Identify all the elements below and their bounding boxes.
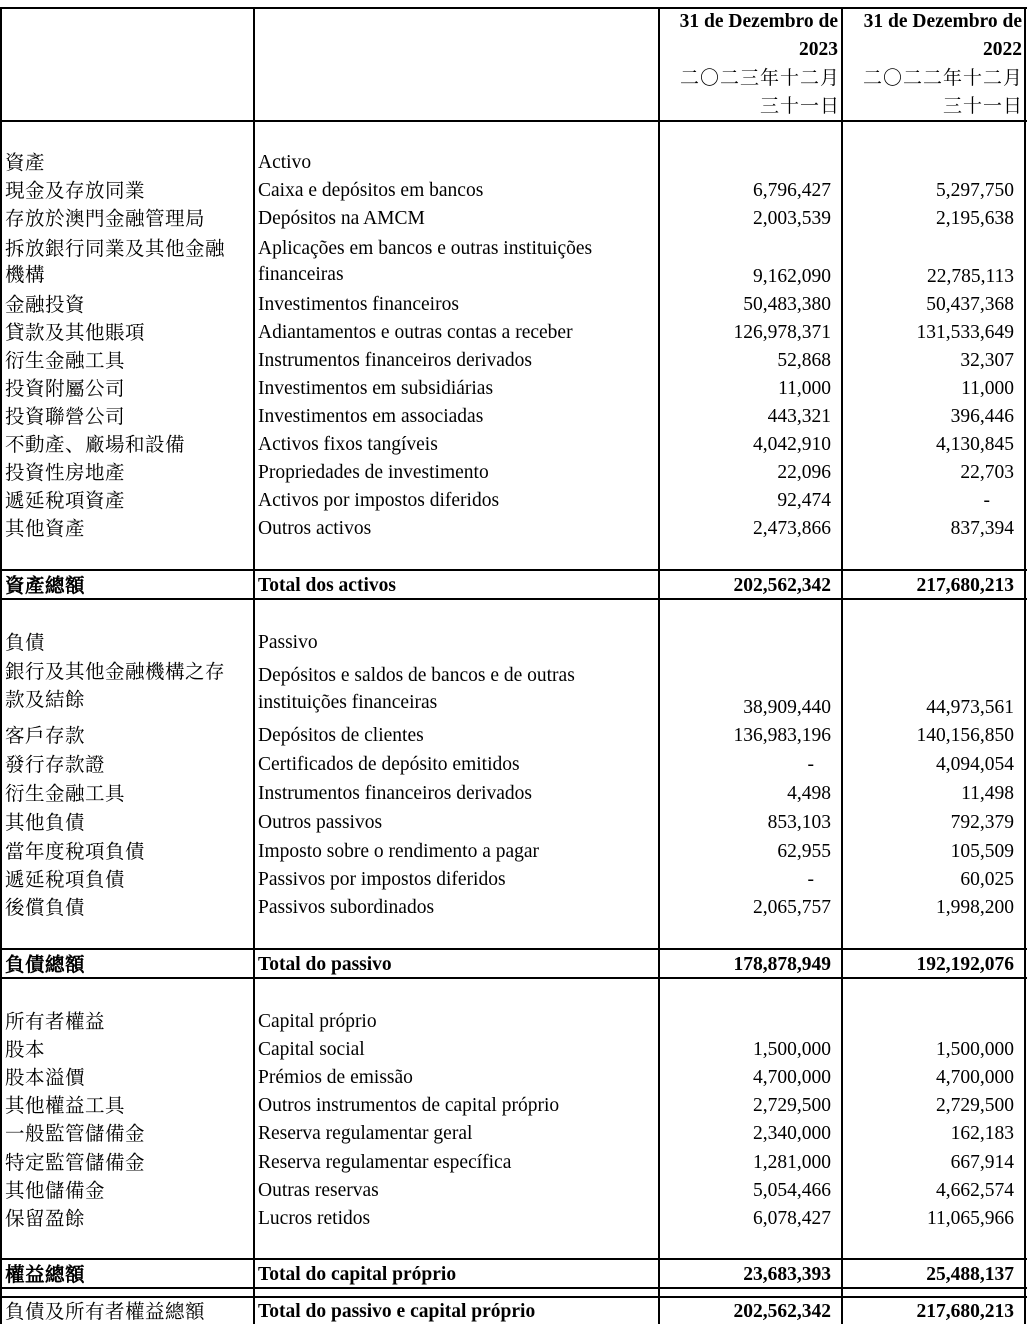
value-2023: 2,340,000 — [753, 1123, 831, 1144]
row-label-pt: Investimentos em subsidiárias — [258, 378, 494, 399]
row-label-zh: 其他權益工具 — [5, 1094, 126, 1117]
row-label-pt: Investimentos financeiros — [258, 294, 459, 315]
row-label-zh: 後償負債 — [5, 896, 86, 919]
total-value-2022: 25,488,137 — [926, 1264, 1014, 1285]
row-label-pt: Caixa e depósitos em bancos — [258, 180, 484, 201]
value-2022: 60,025 — [960, 869, 1014, 890]
value-2022: 4,700,000 — [936, 1067, 1014, 1088]
row-label-zh: 投資附屬公司 — [5, 377, 126, 400]
value-2022: 2,729,500 — [936, 1095, 1014, 1116]
column-divider-2 — [658, 7, 660, 1324]
row-label-pt: Depósitos de clientes — [258, 725, 424, 746]
row-label-zh: 貸款及其他賬項 — [5, 321, 146, 344]
total-label-pt: Total do passivo — [258, 954, 392, 975]
row-label-zh-line2: 款及結餘 — [5, 688, 86, 711]
value-2023: 4,042,910 — [753, 434, 831, 455]
value-2022: 4,094,054 — [936, 754, 1014, 775]
equity-total-top-line — [0, 1258, 1027, 1260]
value-2023: 2,065,757 — [753, 897, 831, 918]
total-value-2023: 23,683,393 — [743, 1264, 831, 1285]
row-label-zh: 保留盈餘 — [5, 1207, 86, 1230]
assets-total-bottom-line — [0, 598, 1027, 600]
value-2023: - — [807, 869, 814, 890]
value-2022: 11,000 — [961, 378, 1014, 399]
row-label-pt: Reserva regulamentar específica — [258, 1152, 512, 1173]
row-label-pt-line2: financeiras — [258, 264, 344, 285]
value-2023: 126,978,371 — [733, 322, 831, 343]
row-label-zh: 金融投資 — [5, 293, 86, 316]
value-2023: 2,003,539 — [753, 208, 831, 229]
liabilities-total-bottom-line — [0, 977, 1027, 979]
row-label-zh: 銀行及其他金融機構之存 — [5, 660, 226, 683]
value-2022: 4,662,574 — [936, 1180, 1014, 1201]
row-label-pt: Instrumentos financeiros derivados — [258, 783, 533, 804]
value-2022: 44,973,561 — [926, 697, 1014, 718]
row-label-zh: 一般監管儲備金 — [5, 1122, 146, 1145]
row-label-pt: Prémios de emissão — [258, 1067, 413, 1088]
value-2023: 1,500,000 — [753, 1039, 831, 1060]
value-2023: 4,700,000 — [753, 1067, 831, 1088]
row-label-pt-line2: instituições financeiras — [258, 692, 438, 713]
liabilities-total-top-line — [0, 948, 1027, 950]
grand-total-label-zh: 負債及所有者權益總額 — [5, 1300, 206, 1323]
header-2022-line1: 31 de Dezembro de — [863, 11, 1022, 32]
assets-heading-zh: 資產 — [5, 151, 46, 174]
row-label-zh-line2: 機構 — [5, 263, 46, 286]
row-label-pt: Activos por impostos diferidos — [258, 490, 500, 511]
row-label-pt: Depósitos na AMCM — [258, 208, 425, 229]
assets-total-top-line — [0, 569, 1027, 571]
value-2022: 837,394 — [950, 518, 1014, 539]
liabilities-heading-zh: 負債 — [5, 631, 46, 654]
value-2023: 50,483,380 — [743, 294, 831, 315]
value-2022: 1,500,000 — [936, 1039, 1014, 1060]
value-2023: 443,321 — [767, 406, 831, 427]
table-border-left — [0, 7, 2, 1324]
row-label-pt: Adiantamentos e outras contas a receber — [258, 322, 573, 343]
column-divider-3 — [841, 7, 843, 1324]
assets-heading-pt: Activo — [258, 152, 312, 173]
value-2023: - — [807, 754, 814, 775]
row-label-zh: 不動產、廠場和設備 — [5, 433, 186, 456]
row-label-pt: Aplicações em bancos e outras instituições — [258, 238, 593, 259]
value-2023: 62,955 — [777, 841, 831, 862]
total-label-zh: 負債總額 — [5, 953, 86, 976]
row-label-pt: Passivos subordinados — [258, 897, 435, 918]
table-border-top — [0, 7, 1027, 9]
value-2022: 2,195,638 — [936, 208, 1014, 229]
value-2023: 38,909,440 — [743, 697, 831, 718]
row-label-pt: Activos fixos tangíveis — [258, 434, 438, 455]
value-2022: 50,437,368 — [926, 294, 1014, 315]
value-2023: 52,868 — [777, 350, 831, 371]
row-label-pt: Imposto sobre o rendimento a pagar — [258, 841, 540, 862]
value-2023: 92,474 — [777, 490, 831, 511]
value-2022: 162,183 — [950, 1123, 1014, 1144]
header-2023-line1: 31 de Dezembro de — [679, 11, 838, 32]
row-label-zh: 衍生金融工具 — [5, 349, 126, 372]
row-label-zh: 拆放銀行同業及其他金融 — [5, 237, 226, 260]
equity-heading-zh: 所有者權益 — [5, 1010, 106, 1033]
value-2023: 11,000 — [778, 378, 831, 399]
row-label-zh: 其他資產 — [5, 517, 86, 540]
header-2023-zh2: 三十一日 — [759, 95, 840, 117]
value-2022: 4,130,845 — [936, 434, 1014, 455]
row-label-zh: 當年度稅項負債 — [5, 840, 146, 863]
equity-heading-pt: Capital próprio — [258, 1011, 377, 1032]
value-2023: 6,078,427 — [753, 1208, 831, 1229]
row-label-zh: 特定監管儲備金 — [5, 1151, 146, 1174]
value-2023: 853,103 — [767, 812, 831, 833]
grand-total-value-2022: 217,680,213 — [916, 1301, 1014, 1322]
grand-total-top-line — [0, 1296, 1027, 1298]
value-2022: 105,509 — [950, 841, 1014, 862]
row-label-pt: Lucros retidos — [258, 1208, 371, 1229]
grand-total-value-2023: 202,562,342 — [733, 1301, 831, 1322]
value-2022: 22,703 — [960, 462, 1014, 483]
value-2023: 5,054,466 — [753, 1180, 831, 1201]
row-label-pt: Outros activos — [258, 518, 372, 539]
row-label-pt: Depósitos e saldos de bancos e de outras — [258, 665, 575, 686]
row-label-zh: 其他負債 — [5, 811, 86, 834]
header-2022-line2: 2022 — [983, 39, 1022, 60]
row-label-pt: Certificados de depósito emitidos — [258, 754, 520, 775]
row-label-pt: Outros passivos — [258, 812, 383, 833]
total-value-2022: 192,192,076 — [916, 954, 1014, 975]
value-2022: 11,065,966 — [926, 1208, 1014, 1229]
header-2022-zh1: 二〇二二年十二月 — [862, 67, 1023, 89]
row-label-pt: Outras reservas — [258, 1180, 379, 1201]
row-label-zh: 股本 — [5, 1038, 46, 1061]
liabilities-heading-pt: Passivo — [258, 632, 318, 653]
value-2022: 667,914 — [950, 1152, 1014, 1173]
total-label-zh: 資產總額 — [5, 574, 86, 597]
value-2023: 9,162,090 — [753, 266, 831, 287]
equity-total-bottom-line — [0, 1287, 1027, 1289]
value-2023: 2,729,500 — [753, 1095, 831, 1116]
value-2022: 22,785,113 — [926, 266, 1014, 287]
value-2023: 22,096 — [777, 462, 831, 483]
value-2023: 136,983,196 — [733, 725, 831, 746]
header-2023-zh1: 二〇二三年十二月 — [679, 67, 840, 89]
header-2023-line2: 2023 — [799, 39, 838, 60]
row-label-pt: Investimentos em associadas — [258, 406, 484, 427]
row-label-zh: 衍生金融工具 — [5, 782, 126, 805]
grand-total-label-pt: Total do passivo e capital próprio — [258, 1301, 536, 1322]
row-label-zh: 其他儲備金 — [5, 1179, 106, 1202]
row-label-pt: Outros instrumentos de capital próprio — [258, 1095, 560, 1116]
row-label-zh: 股本溢價 — [5, 1066, 86, 1089]
row-label-zh: 投資聯營公司 — [5, 405, 126, 428]
value-2023: 2,473,866 — [753, 518, 831, 539]
value-2022: 1,998,200 — [936, 897, 1014, 918]
row-label-zh: 遞延稅項負債 — [5, 868, 126, 891]
value-2022: 140,156,850 — [916, 725, 1014, 746]
value-2022: 11,498 — [961, 783, 1014, 804]
row-label-pt: Passivos por impostos diferidos — [258, 869, 506, 890]
header-2022-zh2: 三十一日 — [942, 95, 1023, 117]
table-border-right — [1024, 7, 1026, 1324]
value-2022: 396,446 — [950, 406, 1014, 427]
row-label-zh: 客戶存款 — [5, 724, 86, 747]
row-label-pt: Propriedades de investimento — [258, 462, 489, 483]
total-label-zh: 權益總額 — [5, 1263, 86, 1286]
value-2022: 792,379 — [950, 812, 1014, 833]
row-label-pt: Instrumentos financeiros derivados — [258, 350, 533, 371]
row-label-zh: 發行存款證 — [5, 753, 106, 776]
value-2022: 131,533,649 — [916, 322, 1014, 343]
total-label-pt: Total dos activos — [258, 575, 396, 596]
value-2023: 4,498 — [787, 783, 831, 804]
column-divider-1 — [253, 7, 255, 1324]
value-2022: 5,297,750 — [936, 180, 1014, 201]
row-label-pt: Reserva regulamentar geral — [258, 1123, 473, 1144]
total-value-2023: 178,878,949 — [733, 954, 831, 975]
row-label-pt: Capital social — [258, 1039, 365, 1060]
value-2023: 6,796,427 — [753, 180, 831, 201]
total-value-2022: 217,680,213 — [916, 575, 1014, 596]
row-label-zh: 現金及存放同業 — [5, 179, 146, 202]
row-label-zh: 投資性房地產 — [5, 461, 126, 484]
row-label-zh: 存放於澳門金融管理局 — [5, 207, 206, 230]
value-2022: - — [983, 490, 990, 511]
header-bottom-line — [0, 120, 1027, 122]
value-2023: 1,281,000 — [753, 1152, 831, 1173]
total-label-pt: Total do capital próprio — [258, 1264, 457, 1285]
value-2022: 32,307 — [960, 350, 1014, 371]
total-value-2023: 202,562,342 — [733, 575, 831, 596]
row-label-zh: 遞延稅項資產 — [5, 489, 126, 512]
